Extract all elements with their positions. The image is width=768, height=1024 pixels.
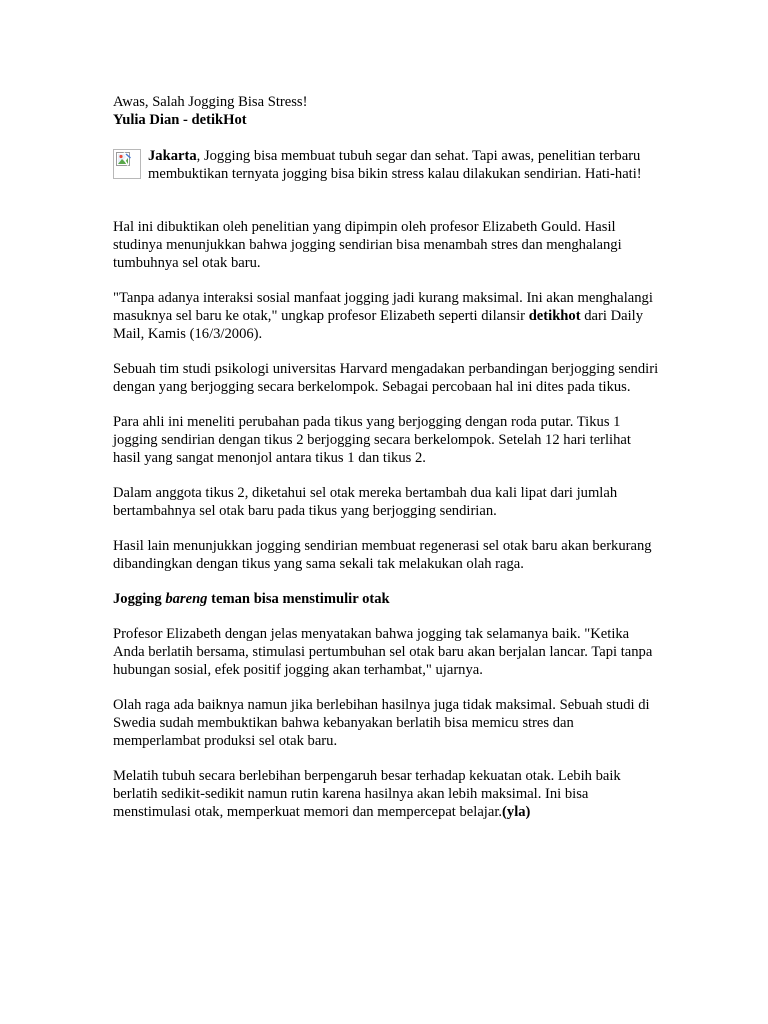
paragraph-9-text: Melatih tubuh secara berlebihan berpengaruh besar terhadap kekuatan otak. Lebih baik berlatih sedikit-sedikit namun rutin karena hasilnya akan lebih maksimal. Ini bisa menstimulasi otak, memperkuat memori dan mempercepat belajar. bbox=[113, 768, 621, 820]
paragraph-4: Para ahli ini meneliti perubahan pada tikus yang berjogging dengan roda putar. Tikus 1 jogging sendirian dengan tikus 2 berjogging secara berkelompok. Setelah 12 hari terlihat hasil yang sangat menonjol antara tikus 1 dan tikus 2. bbox=[113, 414, 631, 466]
lead-dateline: Jakarta bbox=[148, 148, 197, 164]
paragraph-9 bbox=[113, 767, 661, 821]
paragraph-2 bbox=[113, 289, 661, 343]
paragraph-3: Sebuah tim studi psikologi universitas Harvard mengadakan perbandingan berjogging sendiri dengan yang berjogging secara berkelompok. Sebagai percobaan hal ini dites pada tikus. bbox=[113, 361, 659, 395]
paragraph-8: Olah raga ada baiknya namun jika berlebihan hasilnya juga tidak maksimal. Sebuah studi di Swedia sudah membuktikan bahwa kebanyakan berlatih bisa memicu stres dan memperlambat produksi sel otak baru. bbox=[113, 697, 650, 749]
paragraph-7: Profesor Elizabeth dengan jelas menyatakan bahwa jogging tak selamanya baik. "Ketika Anda berlatih bersama, stimulasi pertumbuhan sel otak baru akan berjalan lancar. Tapi tanpa hubungan sosial, efek positif jogging akan terhambat," ujarnya. bbox=[113, 626, 653, 678]
article-headline: Awas, Salah Jogging Bisa Stress! bbox=[113, 94, 308, 110]
broken-image-icon bbox=[113, 149, 141, 179]
article bbox=[113, 93, 661, 838]
subheading-text-a: Jogging bbox=[113, 591, 166, 607]
paragraph-5: Dalam anggota tikus 2, diketahui sel otak mereka bertambah dua kali lipat dari jumlah bertambahnya sel otak baru pada tikus yang berjogging sendirian. bbox=[113, 485, 618, 519]
subheading-text-b: teman bisa menstimulir otak bbox=[207, 591, 390, 607]
paragraph-1: Hal ini dibuktikan oleh penelitian yang dipimpin oleh profesor Elizabeth Gould. Hasil studinya menunjukkan bahwa jogging sendirian bisa menambah stres dan menghalangi tumbuhnya sel otak baru. bbox=[113, 219, 622, 271]
article-byline: Yulia Dian - detikHot bbox=[113, 112, 247, 128]
subheading-italic: bareng bbox=[165, 591, 208, 607]
paragraph-2-text-b: dari Daily Mail, Kamis (16/3/2006). bbox=[113, 308, 644, 342]
author-signoff: (yla) bbox=[502, 804, 531, 820]
paragraph-2-text-a: "Tanpa adanya interaksi sosial manfaat jogging jadi kurang maksimal. Ini akan menghalangi masuknya sel baru ke otak," ungkap profesor Elizabeth seperti dilansir bbox=[113, 290, 653, 324]
paragraph-6: Hasil lain menunjukkan jogging sendirian membuat regenerasi sel otak baru akan berkurang dibandingkan dengan tikus yang sama sekali tak melakukan olah raga. bbox=[113, 538, 652, 572]
section-subheading bbox=[113, 590, 661, 608]
broken-image-glyph bbox=[116, 152, 132, 168]
lead-paragraph bbox=[113, 147, 661, 201]
paragraph-2-source: detikhot bbox=[528, 308, 581, 324]
lead-text: , Jogging bisa membuat tubuh segar dan sehat. Tapi awas, penelitian terbaru membuktikan ternyata jogging bisa bikin stress kalau dilakukan sendirian. Hati-hati! bbox=[148, 148, 642, 182]
